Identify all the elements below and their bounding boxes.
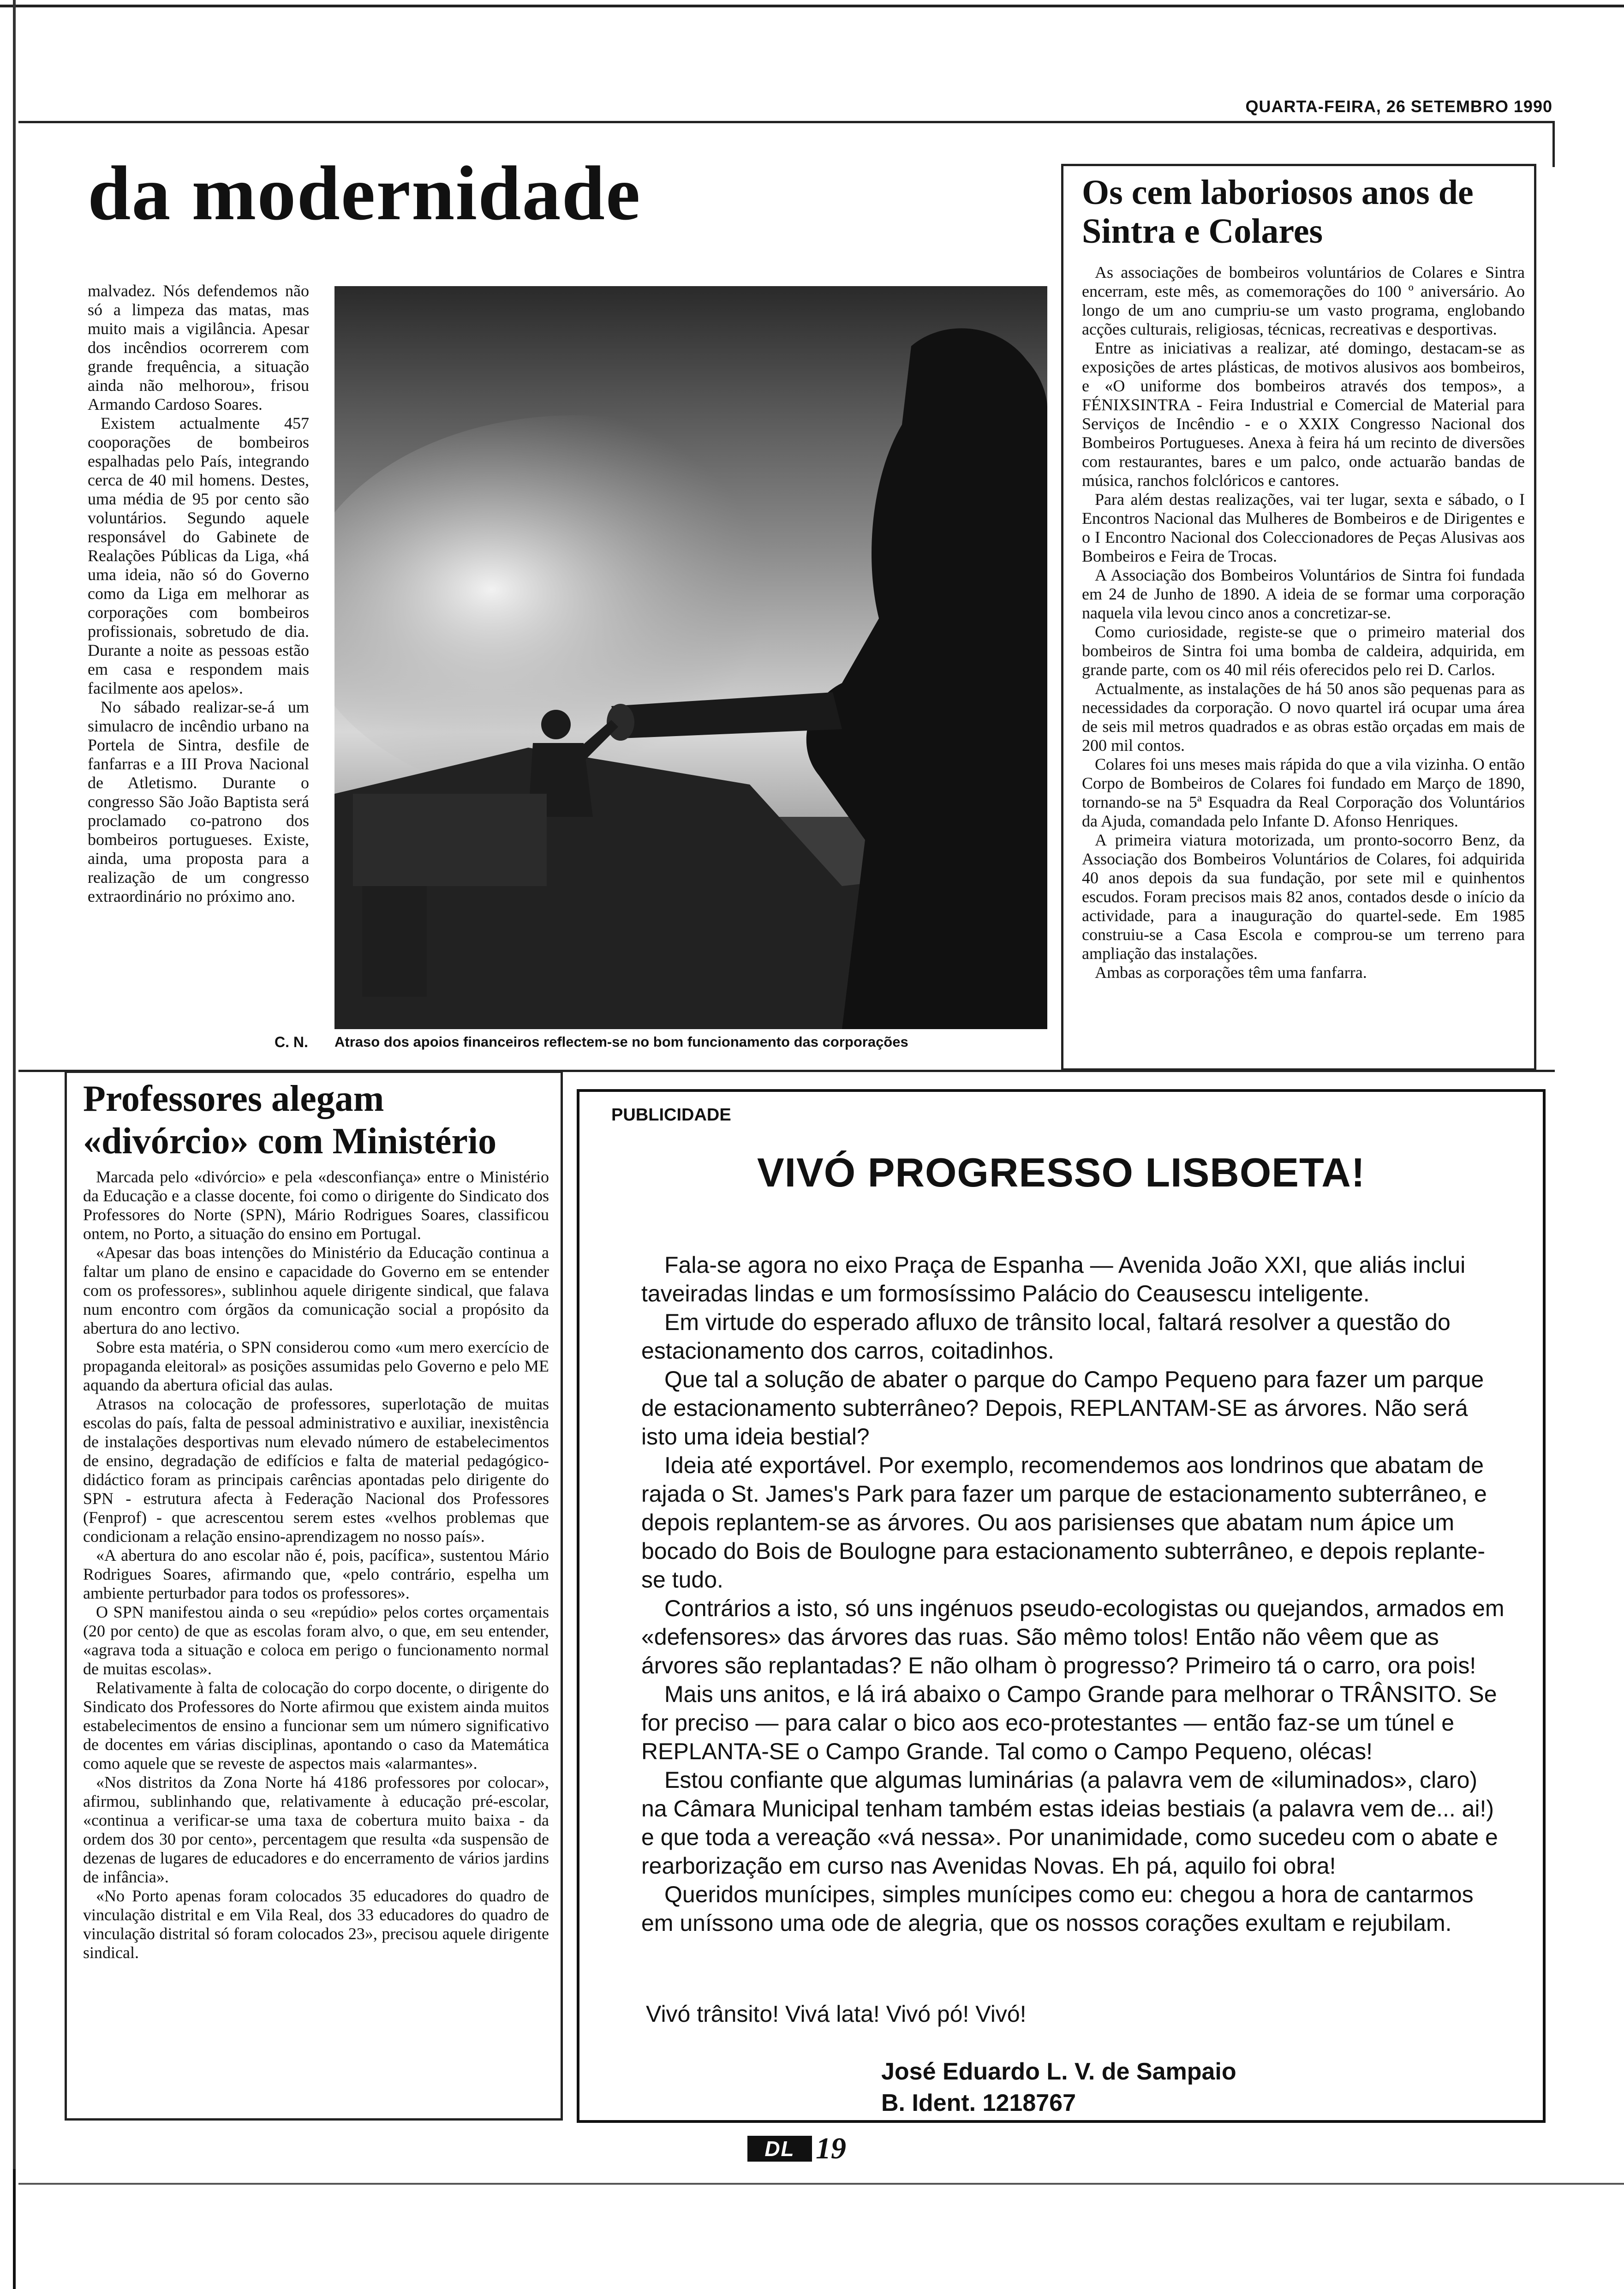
right-article-headline: Os cem laboriosos anos de Sintra e Colares [1082,173,1474,251]
advertisement-paragraph: Contrários a isto, só uns ingénuos pseudo-ecologistas ou quejandos, armados em «defensores» das árvores das ruas. São mêmo tolos! Então não vêem que as árvores são replantadas? E não olham ò progresso? Primeiro tá o carro, ora pois! [641,1595,1505,1678]
header-rule [18,121,1555,123]
advertisement-paragraph: Fala-se agora no eixo Praça de Espanha — Avenida João XXI, que aliás inclui taveiradas lindas e um formosíssimo Palácio do Ceausescu inteligente. [641,1252,1466,1306]
advertisement-signature-id: B. Ident. 1218767 [881,2090,1076,2116]
right-article-paragraph: Colares foi uns meses mais rápida do que a vila vizinha. O então Corpo de Bombeiros de Colares foi fundado em Março de 1890, tornando-se na 5ª Esquadra da Real Corporação dos Voluntários da Ajuda, comandada pelo Infante D. Afonso Henriques. [1082,755,1525,830]
right-article-paragraph: A Associação dos Bombeiros Voluntários de Sintra foi fundada em 24 de Junho de 1890. A ideia de se formar uma corporação naquela vila levou cinco anos a concretizar-se. [1082,566,1525,622]
advertisement-label: PUBLICIDADE [611,1105,731,1125]
right-article-paragraph: Para além destas realizações, vai ter lugar, sexta e sábado, o I Encontros Nacional das Mulheres de Bombeiros e de Dirigentes e o I Encontro Nacional dos Coleccionadores de Peças Alusivas aos Bombeiros e Feira de Trocas. [1082,490,1525,565]
right-article-paragraph: Actualmente, as instalações de há 50 anos são pequenas para as necessidades da corporação. O novo quartel irá ocupar uma área de seis mil metros quadrados e as obras estão orçadas em mais de 200 mil contos. [1082,679,1525,755]
advertisement-closing: Vivó trânsito! Vivá lata! Vivó pó! Vivó! [646,2001,1027,2027]
professors-article-headline: Professores alegam «divórcio» com Ministério [83,1079,497,1162]
left-article-headline: da modernidade [88,150,641,236]
top-border [0,0,1624,7]
professors-article-paragraph: Marcada pelo «divórcio» e pela «desconfiança» entre o Ministério da Educação e a classe docente, foi como o dirigente do Sindicato dos Professores do Norte (SPN), Mário Rodrigues Soares, classificou ontem, no Porto, a situação do ensino em Portugal. [83,1168,549,1243]
professors-article-body [83,1168,549,2109]
right-article-paragraph: Como curiosidade, registe-se que o primeiro material dos bombeiros de Sintra foi uma bomba de caldeira, adquirida, em grande parte, com os 40 mil réis oferecidos pelo rei D. Carlos. [1082,623,1525,679]
advertisement-paragraph: Que tal a solução de abater o parque do Campo Pequeno para fazer um parque de estacionamento subterrâneo? Depois, REPLANTAM-SE as árvores. Não será isto uma ideia bestial? [641,1366,1484,1450]
professors-article-paragraph: «No Porto apenas foram colocados 35 educadores do quadro de vinculação distrital e em Vila Real, dos 33 educadores do quadro de vinculação distrital só foram colocados 23», precisou aquele dirigente sindical. [83,1887,549,1962]
left-article-paragraph: malvadez. Nós defendemos não só a limpeza das matas, mas muito mais a vigilância. Apesar dos incêndios ocorrerem com grande frequência, a situação ainda não melhorou», frisou Armando Cardoso Soares. [88,282,309,413]
professors-article-paragraph: «Nos distritos da Zona Norte há 4186 professores por colocar», afirmou, sublinhando que, relativamente à educação pré-escolar, «continua a verificar-se uma taxa de cobertura muito baixa - da ordem dos 30 por cento», percentagem que resulta «da suspensão de dezenas de lugares de educadores e do encerramento de vários jardins de infância». [83,1773,549,1886]
advertisement-signature-name: José Eduardo L. V. de Sampaio [881,2058,1236,2085]
advertisement-paragraph: Em virtude do esperado afluxo de trânsito local, faltará resolver a questão do estacionamento dos carros, coitadinhos. [641,1309,1451,1364]
advertisement-body [641,1251,1509,1961]
newspaper-logo-icon: DL [747,2136,812,2162]
photo-caption: Atraso dos apoios financeiros reflectem-se no bom funcionamento das corporações [334,1034,908,1050]
professors-article-paragraph: «A abertura do ano escolar não é, pois, pacífica», sustentou Mário Rodrigues Soares, afirmando que, «pelo contrário, espelha um ambiente perturbador para todos os professores». [83,1546,549,1602]
page-date: QUARTA-FEIRA, 26 SETEMBRO 1990 [1245,97,1552,116]
page-number: 19 [816,2132,846,2165]
professors-article-paragraph: O SPN manifestou ainda o seu «repúdio» pelos cortes orçamentais (20 por cento) de que as escolas foram alvo, o que, em seu entender, «agrava toda a situação e coloca em perigo o funcionamento normal de muitas escolas». [83,1603,549,1678]
professors-article-paragraph: Relativamente à falta de colocação do corpo docente, o dirigente do Sindicato dos Professores do Norte afirmou que existem ainda muitos estabelecimentos de ensino a funcionar sem um número significativo de docentes em várias disciplinas, apontando o caso da Matemática como aquele que se reveste de aspectos mais «alarmantes». [83,1678,549,1773]
advertisement-paragraph: Estou confiante que algumas luminárias (a palavra vem de «iluminados», claro) na Câmara Municipal tenham também estas ideias bestiais (a palavra vem de... ai!) e que toda a vereação «vá nessa». Por unanimidade, como sucedeu com o abate e rearborização em curso nas Avenidas Novas. Eh pá, aquilo foi obra! [641,1767,1498,1879]
professors-article-paragraph: «Apesar das boas intenções do Ministério da Educação continua a faltar um plano de ensino e capacidade do Governo em se entender com os professores», sublinhou aquele dirigente sindical, que falava num encontro com órgãos da comunicação social a propósito da abertura do ano lectivo. [83,1243,549,1337]
left-article-body [88,282,309,1034]
professors-article-paragraph: Atrasos na colocação de professores, superlotação de muitas escolas do país, falta de pessoal administrativo e auxiliar, inexistência de instalações desportivas num elevado número de estabelecimentos de ensino, degradação de edifícios e falta de material pedagógico-didáctico foram as principais carências apontadas pelo dirigente do SPN - estrutura afecta à Federação Nacional dos Professores (Fenprof) - que acrescentou serem estes «velhos problemas que condicionam a relação ensino-aprendizagem no nosso país». [83,1395,549,1546]
firefighters-photo [334,286,1047,1029]
left-article-paragraph: No sábado realizar-se-á um simulacro de incêndio urbano na Portela de Sintra, desfile de fanfarras e a III Prova Nacional de Atletismo. Durante o congresso São João Baptista será proclamado co-patrono dos bombeiros portugueses. Existe, ainda, uma proposta para a realização de um congresso extraordinário no próximo ano. [88,698,309,905]
left-edge-border [13,0,16,2289]
advertisement-signature [881,2056,1236,2119]
advertisement-title: VIVÓ PROGRESSO LISBOETA! [757,1150,1366,1195]
header-rule-right [1552,121,1555,167]
advertisement-paragraph: Mais uns anitos, e lá irá abaixo o Campo Grande para melhorar o TRÂNSITO. Se for preciso — para calar o bico aos eco-protestantes — então faz-se um túnel e REPLANTA-SE o Campo Grande. Tal como o Campo Pequeno, olécas! [641,1681,1497,1764]
right-article-body [1082,263,1525,1061]
advertisement-paragraph: Ideia até exportável. Por exemplo, recomendemos aos londrinos que abatam de rajada o St. James's Park para fazer um parque de estacionamento subterrâneo, e depois replantem-se as árvores. Ou aos parisienses que abatam num ápice um bocado do Bois de Boulogne para estacionamento subterrâneo, e depois replante-se tudo. [641,1452,1487,1593]
page-footer [747,2131,846,2166]
firefighters-photo-image [334,286,1047,1029]
left-article-signature: C. N. [275,1034,308,1050]
professors-article-paragraph: Sobre esta matéria, o SPN considerou como «um mero exercício de propaganda eleitoral» as posições assumidas pelo Governo e pelo ME aquando da abertura oficial das aulas. [83,1338,549,1394]
left-article-paragraph: Existem actualmente 457 cooporações de bombeiros espalhadas pelo País, integrando cerca de 40 mil homens. Destes, uma média de 95 por cento são voluntários. Segundo aquele responsável do Gabinete de Realações Públicas da Liga, «há uma ideia, não só do Governo como da Liga em melhorar as corporações com bombeiros profissionais, sobretudo de dia. Durante a noite as pessoas estão em casa e respondem mais facilmente aos apelos». [88,414,309,697]
advertisement-paragraph: Queridos munícipes, simples munícipes como eu: chegou a hora de cantarmos em uníssono uma ode de alegria, que os nossos corações exultam e rejubilam. [641,1882,1474,1936]
right-article-paragraph: A primeira viatura motorizada, um pronto-socorro Benz, da Associação dos Bombeiros Voluntários de Colares, foi adquirida 40 anos depois da sua fundação, por sete mil e quinhentos escudos. Foram precisos mais 82 anos, contados desde o início da actividade, para a inauguração do quartel-sede. Em 1985 construiu-se a Casa Escola e comprou-se um terreno para ampliação das instalações. [1082,831,1525,963]
right-article-paragraph: Entre as iniciativas a realizar, até domingo, destacam-se as exposições de artes plásticas, de motivos alusivos aos bombeiros, e «O uniforme dos bombeiros através dos tempos», a FÉNIXSINTRA - Feira Industrial e Comercial de Material para Serviços de Incêndio - e o XXIX Congresso Nacional dos Bombeiros Portugueses. Anexa à feira há um recinto de diversões com restaurantes, bares e um palco, onde actuarão bandas de música, ranchos folclóricos e cantores. [1082,339,1525,490]
footer-left-mark [13,2169,16,2289]
footer-rule [18,2183,1624,2185]
right-article-paragraph: Ambas as corporações têm uma fanfarra. [1095,963,1367,982]
right-article-paragraph: As associações de bombeiros voluntários de Colares e Sintra encerram, este mês, as comemorações do 100 º aniversário. Ao longo de um ano cumpriu-se um vasto programa, englobando acções culturais, religiosas, técnicas, recreativas e desportivas. [1082,263,1525,338]
